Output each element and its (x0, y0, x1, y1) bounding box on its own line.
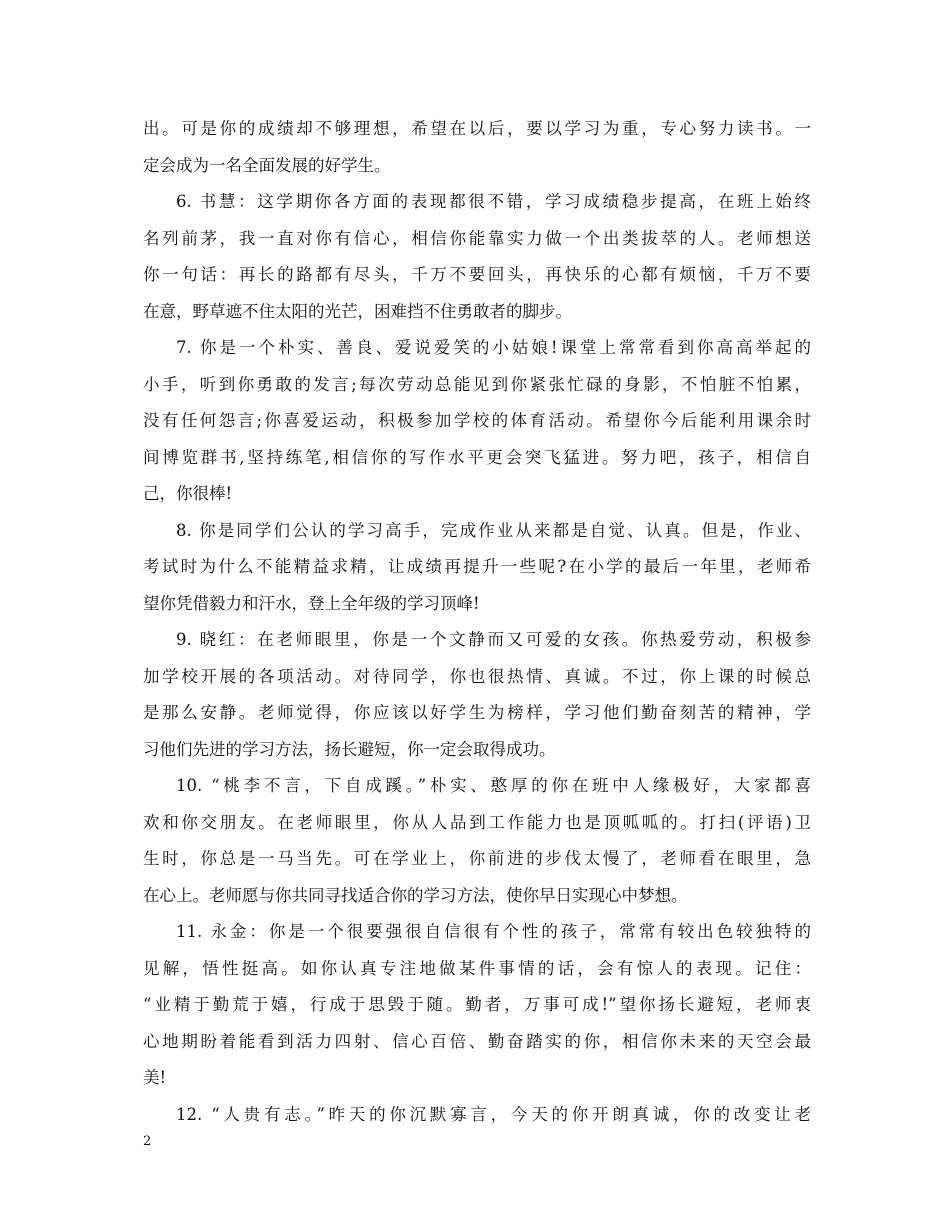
text-line: 在心上。老师愿与你共同寻找适合你的学习方法，使你早日实现心中梦想。 (143, 885, 688, 905)
text-line: 己，你很棒! (143, 484, 233, 503)
text-line: 望你凭借毅力和汗水，登上全年级的学习顶峰! (143, 593, 480, 613)
text-line: 出。可是你的成绩却不够理想，希望在以后，要以学习为重，专心努力读书。一 (143, 119, 811, 138)
text-line: 6. 书慧：这学期你各方面的表现都很不错，学习成绩稳步提高，在班上始终 (176, 192, 811, 211)
text-line: 定会成为一名全面发展的好学生。 (143, 155, 391, 175)
text-line: 心地期盼着能看到活力四射、信心百倍、勤奋踏实的你，相信你未来的天空会最 (143, 1031, 811, 1051)
text-line: 是那么安静。老师觉得，你应该以好学生为榜样，学习他们勤奋刻苦的精神，学 (143, 703, 811, 722)
text-line: 欢和你交朋友。在老师眼里，你从人品到工作能力也是顶呱呱的。打扫(评语)卫 (143, 812, 811, 832)
document-body (143, 111, 811, 1133)
text-line: 没有任何怨言;你喜爱运动，积极参加学校的体育活动。希望你今后能利用课余时 (143, 411, 811, 430)
text-line: 8. 你是同学们公认的学习高手，完成作业从来都是自觉、认真。但是，作业、 (176, 520, 811, 540)
text-line: “业精于勤荒于嬉，行成于思毁于随。勤者，万事可成!”望你扬长避短，老师衷 (143, 995, 811, 1014)
page-number: 2 (143, 1134, 152, 1149)
text-line: 你一句话：再长的路都有尽头，千万不要回头，再快乐的心都有烦恼，千万不要 (143, 265, 811, 284)
text-line: 加学校开展的各项活动。对待同学，你也很热情、真诚。不过，你上课的时候总 (143, 666, 811, 686)
text-line: 习他们先进的学习方法，扬长避短，你一定会取得成功。 (143, 739, 556, 759)
text-line: 9. 晓红：在老师眼里，你是一个文静而又可爱的女孩。你热爱劳动，积极参 (176, 630, 811, 649)
text-line: 见解，悟性挺高。如你认真专注地做某件事情的话，会有惊人的表现。记住： (143, 958, 811, 978)
text-line: 生时，你总是一马当先。可在学业上，你前进的步伐太慢了，老师看在眼里，急 (143, 849, 811, 868)
text-line: 名列前茅，我一直对你有信心，相信你能靠实力做一个出类拔萃的人。老师想送 (143, 228, 811, 248)
text-line: 美! (143, 1068, 167, 1087)
text-line: 11. 永金：你是一个很要强很自信很有个性的孩子，常常有较出色较独特的 (176, 922, 811, 941)
text-line: 7. 你是一个朴实、善良、爱说爱笑的小姑娘!课堂上常常看到你高高举起的 (176, 338, 811, 357)
text-line: 在意，野草遮不住太阳的光芒，困难挡不住勇敢者的脚步。 (143, 301, 572, 321)
text-line: 12. “人贵有志。”昨天的你沉默寡言，今天的你开朗真诚，你的改变让老 (176, 1104, 811, 1124)
text-line: 间博览群书,坚持练笔,相信你的写作水平更会突飞猛进。努力吧，孩子，相信自 (143, 447, 811, 467)
text-line: 考试时为什么不能精益求精，让成绩再提升一些呢?在小学的最后一年里，老师希 (143, 557, 811, 576)
text-line: 小手，听到你勇敢的发言;每次劳动总能见到你紧张忙碌的身影，不怕脏不怕累， (143, 374, 811, 394)
text-line: 10. “桃李不言，下自成蹊。”朴实、憨厚的你在班中人缘极好，大家都喜 (176, 776, 811, 795)
